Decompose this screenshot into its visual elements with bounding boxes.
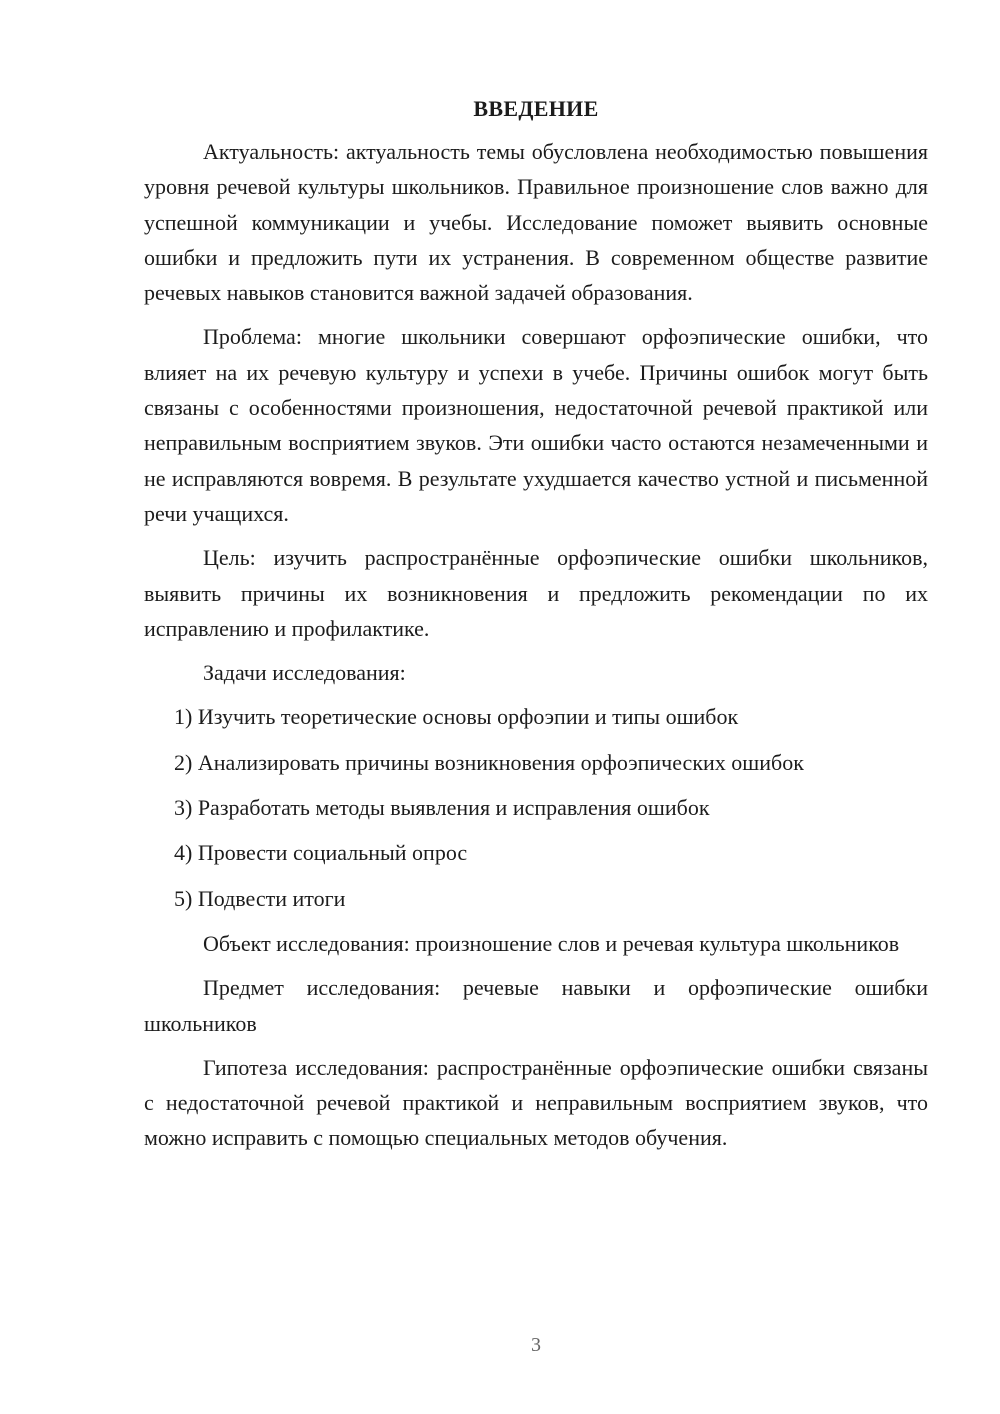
tasks-list	[144, 699, 928, 915]
task-item-1: 1) Изучить теоретические основы орфоэпии и типы ошибок	[174, 704, 739, 730]
task-item-3: 3) Разработать методы выявления и исправления ошибок	[174, 795, 710, 821]
object-paragraph: Объект исследования: произношение слов и речевая культура школьников	[203, 930, 900, 956]
task-item-5: 5) Подвести итоги	[174, 885, 346, 911]
document-page	[144, 92, 928, 1165]
task-item-2: 2) Анализировать причины возникновения орфоэпических ошибок	[174, 749, 804, 775]
task-item-4: 4) Провести социальный опрос	[174, 840, 468, 866]
page-title: ВВЕДЕНИЕ	[473, 96, 599, 121]
goal-paragraph: Цель: изучить распространённые орфоэпические ошибки школьников, выявить причины их возникновения и предложить рекомендации по их исправлению и профилактике.	[144, 545, 928, 641]
problem-paragraph: Проблема: многие школьники совершают орфоэпические ошибки, что влияет на их речевую культуру и успехи в учебе. Причины ошибок могут быть связаны с особенностями произношения, недостаточной речевой практикой или неправильным восприятием звуков. Эти ошибки часто остаются незамеченными и не исправляются вовремя. В результате ухудшается качество устной и письменной речи учащихся.	[144, 324, 928, 526]
page-number: 3	[531, 1334, 541, 1356]
tasks-heading: Задачи исследования:	[203, 660, 406, 686]
subject-paragraph: Предмет исследования: речевые навыки и орфоэпические ошибки школьников	[144, 975, 928, 1036]
relevance-paragraph: Актуальность: актуальность темы обусловлена необходимостью повышения уровня речевой культуры школьников. Правильное произношение слов важно для успешной коммуникации и учебы. Исследование поможет выявить основные ошибки и предложить пути их устранения. В современном обществе развитие речевых навыков становится важной задачей образования.	[144, 139, 928, 306]
hypothesis-paragraph: Гипотеза исследования: распространённые орфоэпические ошибки связаны с недостаточной речевой практикой и неправильным восприятием звуков, что можно исправить с помощью специальных методов обучения.	[144, 1054, 928, 1151]
